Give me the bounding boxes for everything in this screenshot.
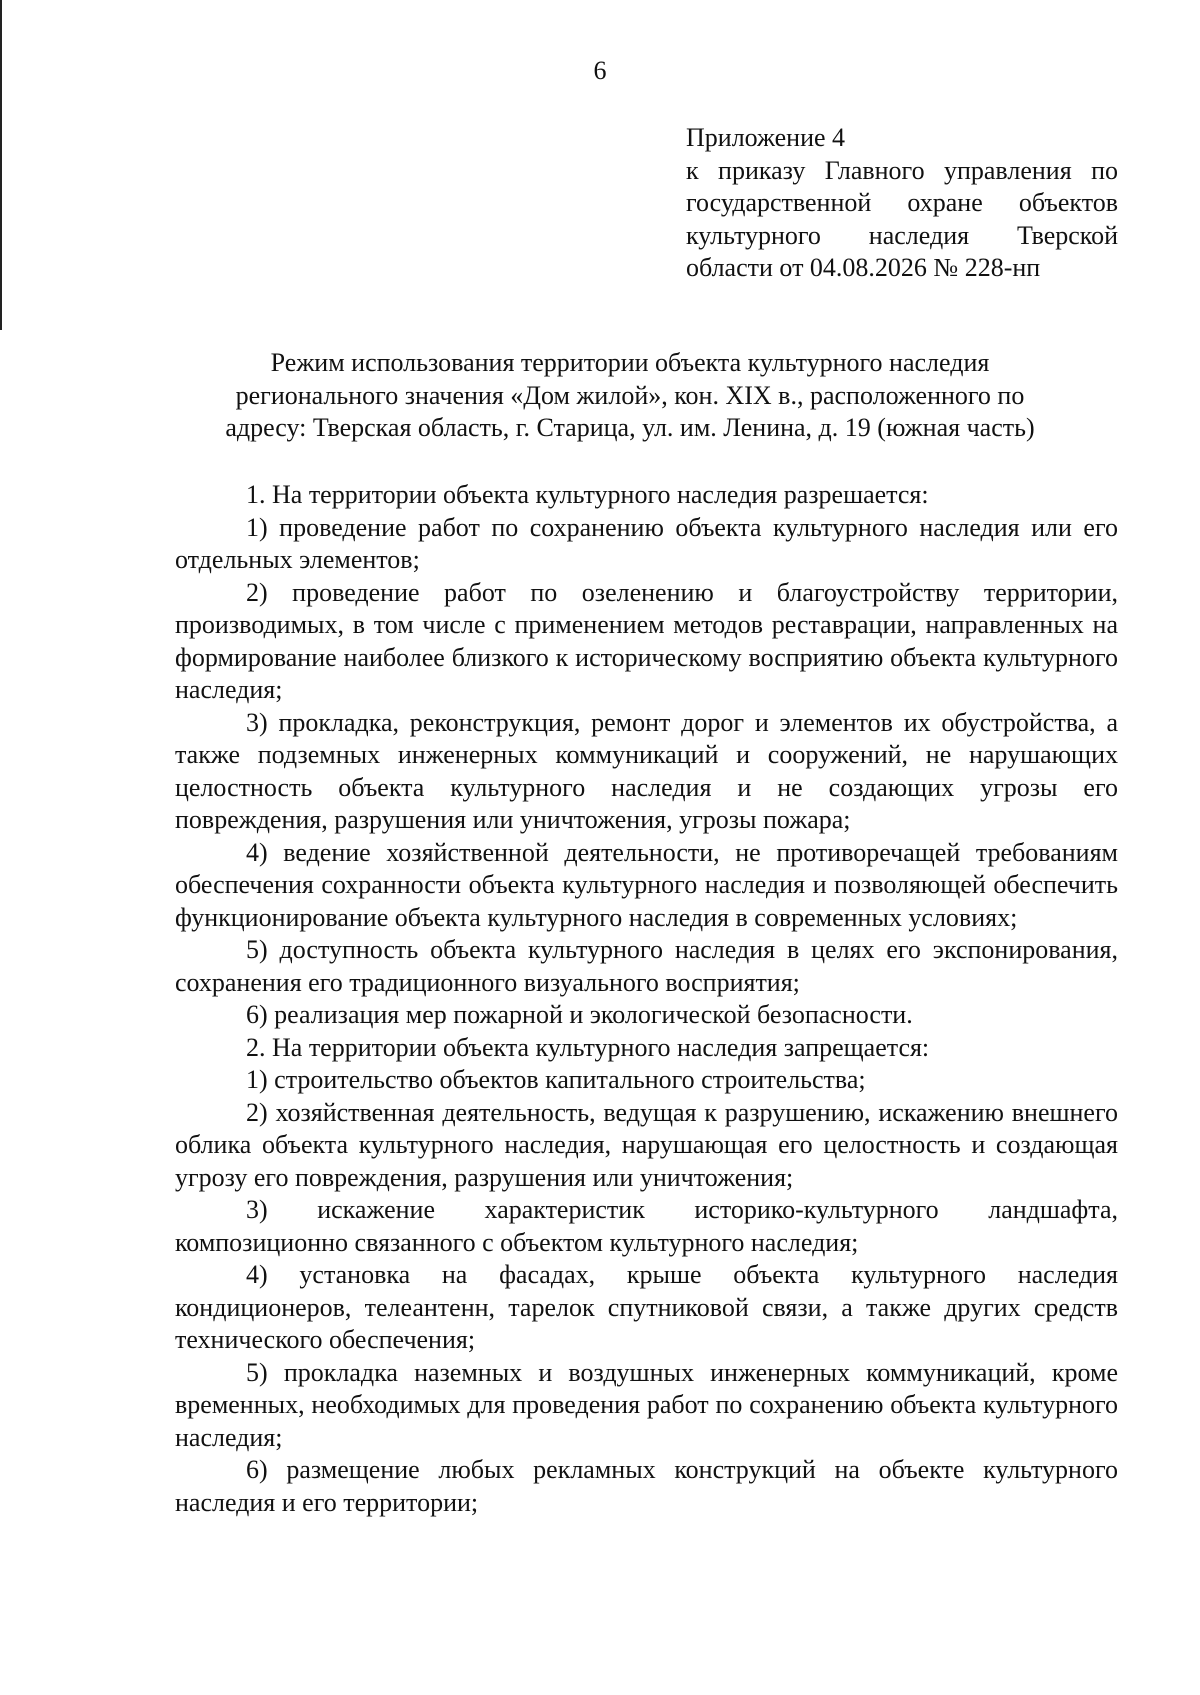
- list-item: 5) прокладка наземных и воздушных инженерных коммуникаций, кроме временных, необходимых для проведения работ по сохранению объекта культурного наследия;: [175, 1357, 1118, 1452]
- title-line: Режим использования территории объекта культурного наследия: [270, 348, 990, 377]
- appendix-header: [686, 122, 1118, 285]
- list-item: 3) прокладка, реконструкция, ремонт дорог и элементов их обустройства, а также подземных инженерных коммуникаций и сооружений, не нарушающих целостность объекта культурного наследия и не создающих угрозы его повреждения, разрушения или уничтожения, угрозы пожара;: [175, 707, 1118, 834]
- title-line: регионального значения «Дом жилой», кон. XIX в., расположенного по: [235, 380, 1025, 410]
- list-item: 2) хозяйственная деятельность, ведущая к разрушению, искажению внешнего облика объекта культурного наследия, нарушающая его целостность и создающая угрозу его повреждения, разрушения или уничтожения;: [175, 1097, 1118, 1192]
- title-line: адресу: Тверская область, г. Старица, ул. им. Ленина, д. 19 (южная часть): [225, 413, 1035, 442]
- list-item: 2) проведение работ по озеленению и благоустройству территории, производимых, в том числе с применением методов реставрации, направленных на формирование наиболее близкого к историческому восприятию объекта культурного наследия;: [175, 577, 1118, 704]
- document-body: [175, 479, 1118, 1519]
- list-item: 1) проведение работ по сохранению объекта культурного наследия или его отдельных элементов;: [175, 512, 1118, 574]
- appendix-line: государственной охране объектов: [686, 188, 1118, 217]
- list-item: 3) искажение характеристик историко-культурного ландшафта, композиционно связанного с объектом культурного наследия;: [175, 1195, 1118, 1257]
- list-item: 5) доступность объекта культурного наследия в целях его экспонирования, сохранения его традиционного визуального восприятия;: [175, 935, 1118, 997]
- appendix-line: области от 04.08.2026 № 228-нп: [686, 253, 1041, 282]
- list-item: 4) ведение хозяйственной деятельности, не противоречащей требованиям обеспечения сохранности объекта культурного наследия и позволяющей обеспечить функционирование объекта культурного наследия в современных условиях;: [175, 837, 1118, 932]
- section-heading-prohibited: 2. На территории объекта культурного наследия запрещается:: [246, 1032, 930, 1062]
- appendix-line: Приложение 4: [686, 123, 846, 152]
- section-heading-allowed: 1. На территории объекта культурного наследия разрешается:: [246, 480, 929, 509]
- page-number: 6: [593, 56, 607, 85]
- list-item: 6) реализация мер пожарной и экологической безопасности.: [246, 1000, 913, 1029]
- list-item: 6) размещение любых рекламных конструкций на объекте культурного наследия и его территории;: [175, 1455, 1118, 1517]
- list-item: 1) строительство объектов капитального строительства;: [246, 1065, 866, 1094]
- document-title: [150, 347, 1110, 445]
- appendix-line: культурного наследия Тверской: [686, 220, 1118, 250]
- appendix-line: к приказу Главного управления по: [686, 155, 1118, 185]
- list-item: 4) установка на фасадах, крыше объекта культурного наследия кондиционеров, телеантенн, тарелок спутниковой связи, а также других средств технического обеспечения;: [175, 1260, 1118, 1354]
- scan-edge-line: [0, 0, 2, 330]
